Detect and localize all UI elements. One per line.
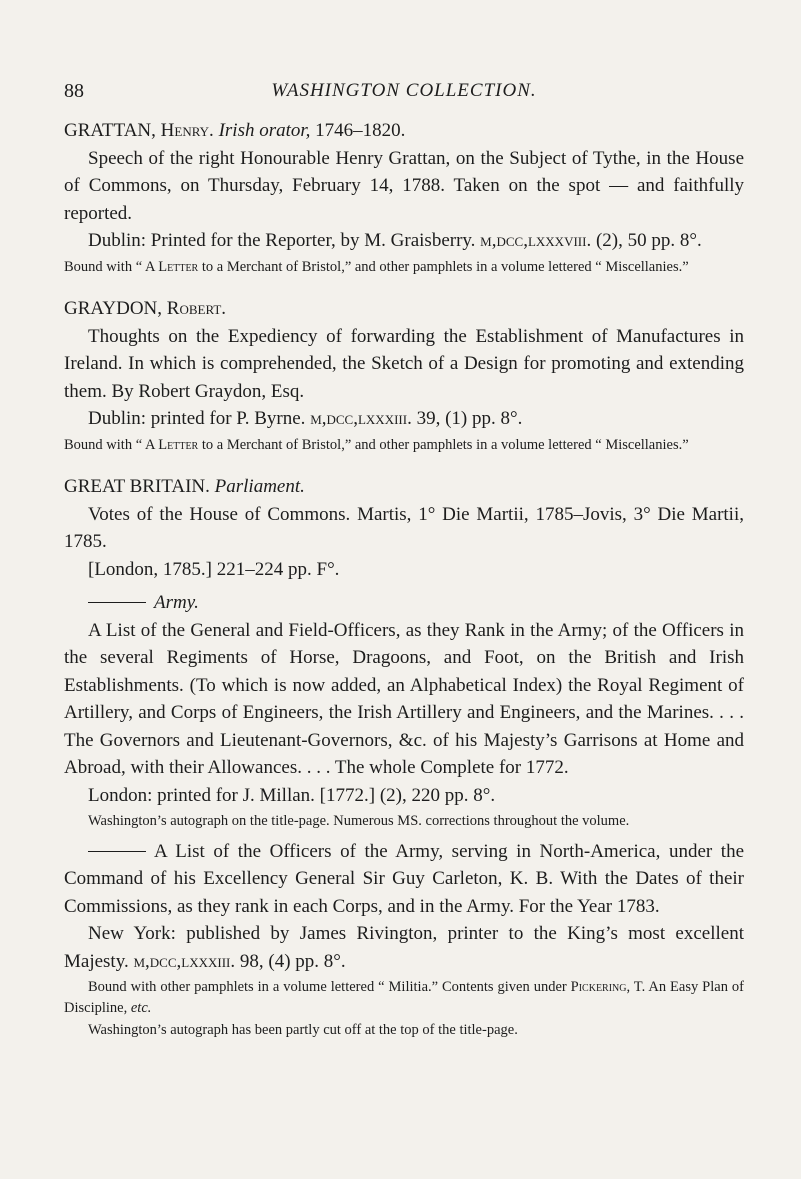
author-surname: GRAYDON, — [64, 298, 163, 319]
entry-heading — [64, 295, 744, 323]
imprint-text: [London, 1785.] — [88, 558, 213, 580]
page-number: 88 — [64, 80, 84, 102]
entry-title: Speech of the right Honourable Henry Grattan, on the Subject of Tythe, in the House of Commons, on Thursday, February 14, 1788. Taken on the spot — and faithfully reported. — [64, 147, 744, 224]
author-description: Irish orator, — [218, 120, 311, 141]
author-dates: 1746–1820. — [315, 120, 406, 141]
entry-note: Bound with “ A Letter to a Merchant of Bristol,” and other pamphlets in a volume lettered “ Miscellanies.” — [64, 436, 689, 453]
heading-subdivision: Army. — [154, 592, 199, 613]
author-surname: GRATTAN, — [64, 120, 156, 141]
entry-title: Votes of the House of Commons. Martis, 1° Die Martii, 1785–Jovis, 3° Die Martii, 1785. — [64, 503, 744, 552]
entry-heading — [64, 117, 744, 145]
entry-imprint — [64, 782, 744, 810]
collation: 98, (4) pp. 8°. — [239, 950, 346, 972]
page-header — [64, 80, 744, 110]
repeat-dash — [88, 602, 146, 603]
catalog-entry — [64, 838, 744, 1041]
imprint-text: Dublin: Printed for the Reporter, by M. Graisberry. — [88, 230, 476, 251]
entry-title: A List of the General and Field-Officers, as they Rank in the Army; of the Officers in the several Regiments of Horse, Dragoons, and Foot, on the British and Irish Establishments. (To which is now added, an Alphabetical Index) the Royal Regiment of Artillery, and Corps of Engineers, the Irish Artillery and Engineers, and the Marines. . . . The Governors and Lieutenant-Governors, &c. of his Majesty’s Garrisons at Home and Abroad, with their Allowances. . . . The whole Complete for 1772. — [64, 619, 744, 778]
entry-title: A List of the Officers of the Army, serving in North-America, under the Command of his Excellency General Sir Guy Carleton, K. B. With the Dates of their Commissions, as they rank in each Corps, and in the Army. For the Year 1783. — [64, 840, 744, 917]
author-given-name: Henry. — [160, 120, 214, 141]
collation: (2), 50 pp. 8°. — [595, 230, 702, 251]
author-given-name: Robert. — [166, 298, 227, 319]
catalog-entry — [64, 589, 744, 832]
catalog-entry — [64, 117, 744, 277]
heading-subdivision: Parliament. — [214, 476, 305, 497]
collation: 39, (1) pp. 8°. — [416, 408, 523, 429]
collation: 221–224 pp. F°. — [216, 558, 340, 580]
catalog-entry — [64, 295, 744, 455]
entry-note: Bound with “ A Letter to a Merchant of Bristol,” and other pamphlets in a volume lettered “ Miscellanies.” — [64, 258, 689, 275]
entry-imprint — [64, 920, 744, 975]
collation: (2), 220 pp. 8°. — [379, 784, 496, 806]
entry-title: Thoughts on the Expediency of forwarding the Establishment of Manufactures in Ireland. In which is comprehended, the Sketch of a Design for promoting and extending them. By Robert Graydon, Esq. — [64, 325, 744, 402]
imprint-text: Dublin: printed for P. Byrne. — [88, 408, 306, 429]
catalog-body — [64, 117, 744, 1059]
imprint-year: m,dcc,lxxxviii. — [480, 230, 592, 251]
entry-heading — [64, 473, 744, 501]
imprint-year: m,dcc,lxxxiii. — [310, 408, 412, 429]
running-title: WASHINGTON COLLECTION. — [271, 80, 537, 101]
entry-note: Washington’s autograph on the title-page. Numerous MS. corrections throughout the volume. — [88, 813, 630, 829]
entry-note: Washington’s autograph has been partly cut off at the top of the title-page. — [88, 1022, 518, 1038]
imprint-year: m,dcc,lxxxiii. — [133, 950, 236, 972]
entry-imprint — [64, 405, 744, 433]
imprint-text: London: printed for J. Millan. [1772.] — [88, 784, 376, 806]
entry-imprint — [64, 227, 744, 255]
imprint-text: New York: published by James Rivington, printer to the King’s most excellent Majesty. — [64, 923, 744, 972]
entry-heading — [64, 589, 744, 617]
catalog-entry — [64, 473, 744, 583]
repeat-dash — [88, 851, 146, 852]
author-surname: GREAT BRITAIN. — [64, 476, 210, 497]
entry-imprint — [64, 556, 744, 584]
entry-note: Bound with other pamphlets in a volume lettered “ Militia.” Contents given under Pickering, T. An Easy Plan of Discipline, etc. — [64, 979, 744, 1016]
